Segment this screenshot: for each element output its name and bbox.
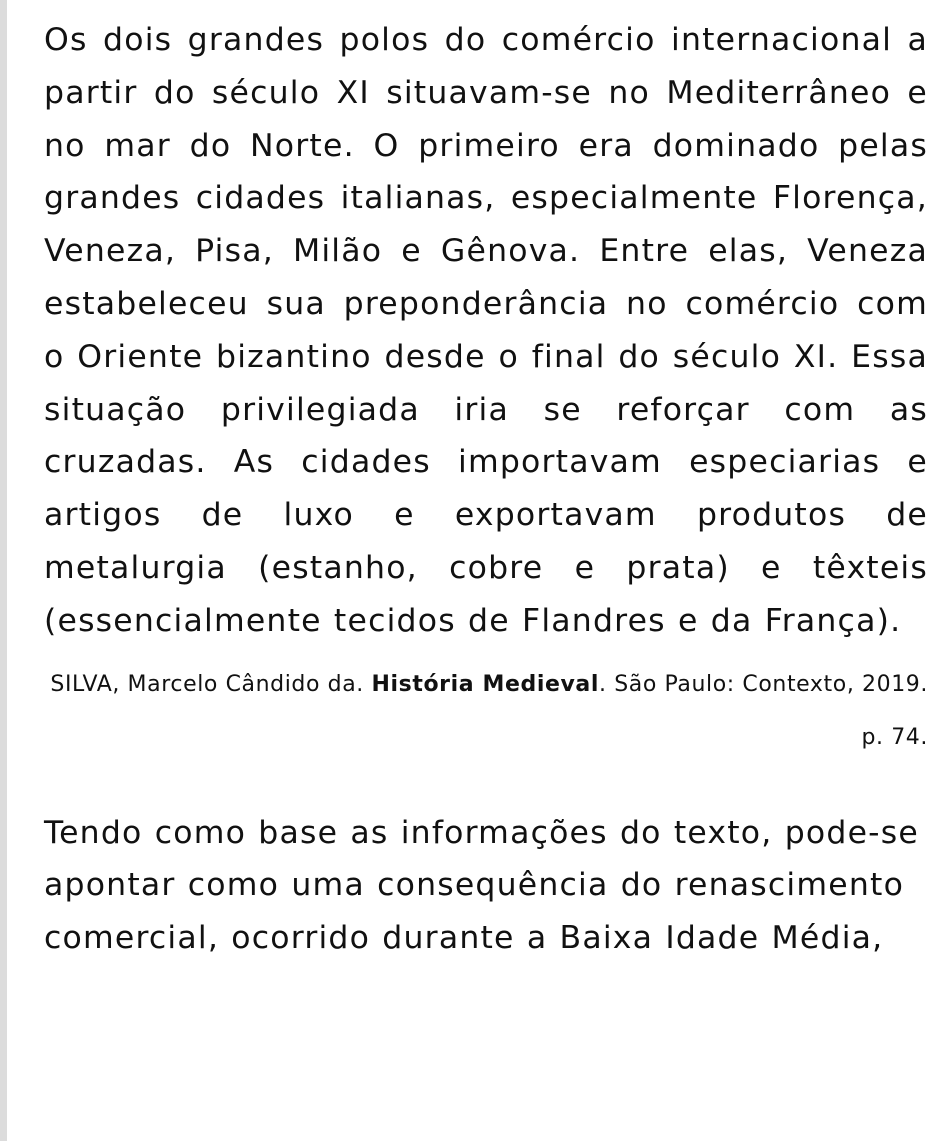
question-prompt: Tendo como base as informações do texto, pode-se apontar como uma consequência do renascimento comercial, ocorrido durante a Baixa Idade Média, [44,814,919,957]
document-body [44,14,928,965]
left-margin-rule [0,0,7,1141]
source-passage: Os dois grandes polos do comércio internacional a partir do século XI situavam-se no Mediterrâneo e no mar do Norte. O primeiro era dominado pelas grandes cidades italianas, especialmente Florença, Veneza, Pisa, Milão e Gênova. Entre elas, Veneza estabeleceu sua preponderância no comércio com o Oriente bizantino desde o final do século XI. Essa situação privilegiada iria se reforçar com as cruzadas. As cidades importavam especiarias e artigos de luxo e exportavam produtos de metalurgia (estanho, cobre e prata) e têxteis (essencialmente tecidos de Flandres e da França). [44,22,928,639]
citation-publication-details: . São Paulo: Contexto, 2019. p. 74. [599,671,928,750]
citation-author: SILVA, Marcelo Cândido da. [50,671,364,697]
citation-book-title: História Medieval [371,671,600,697]
bibliographic-citation [44,658,928,764]
